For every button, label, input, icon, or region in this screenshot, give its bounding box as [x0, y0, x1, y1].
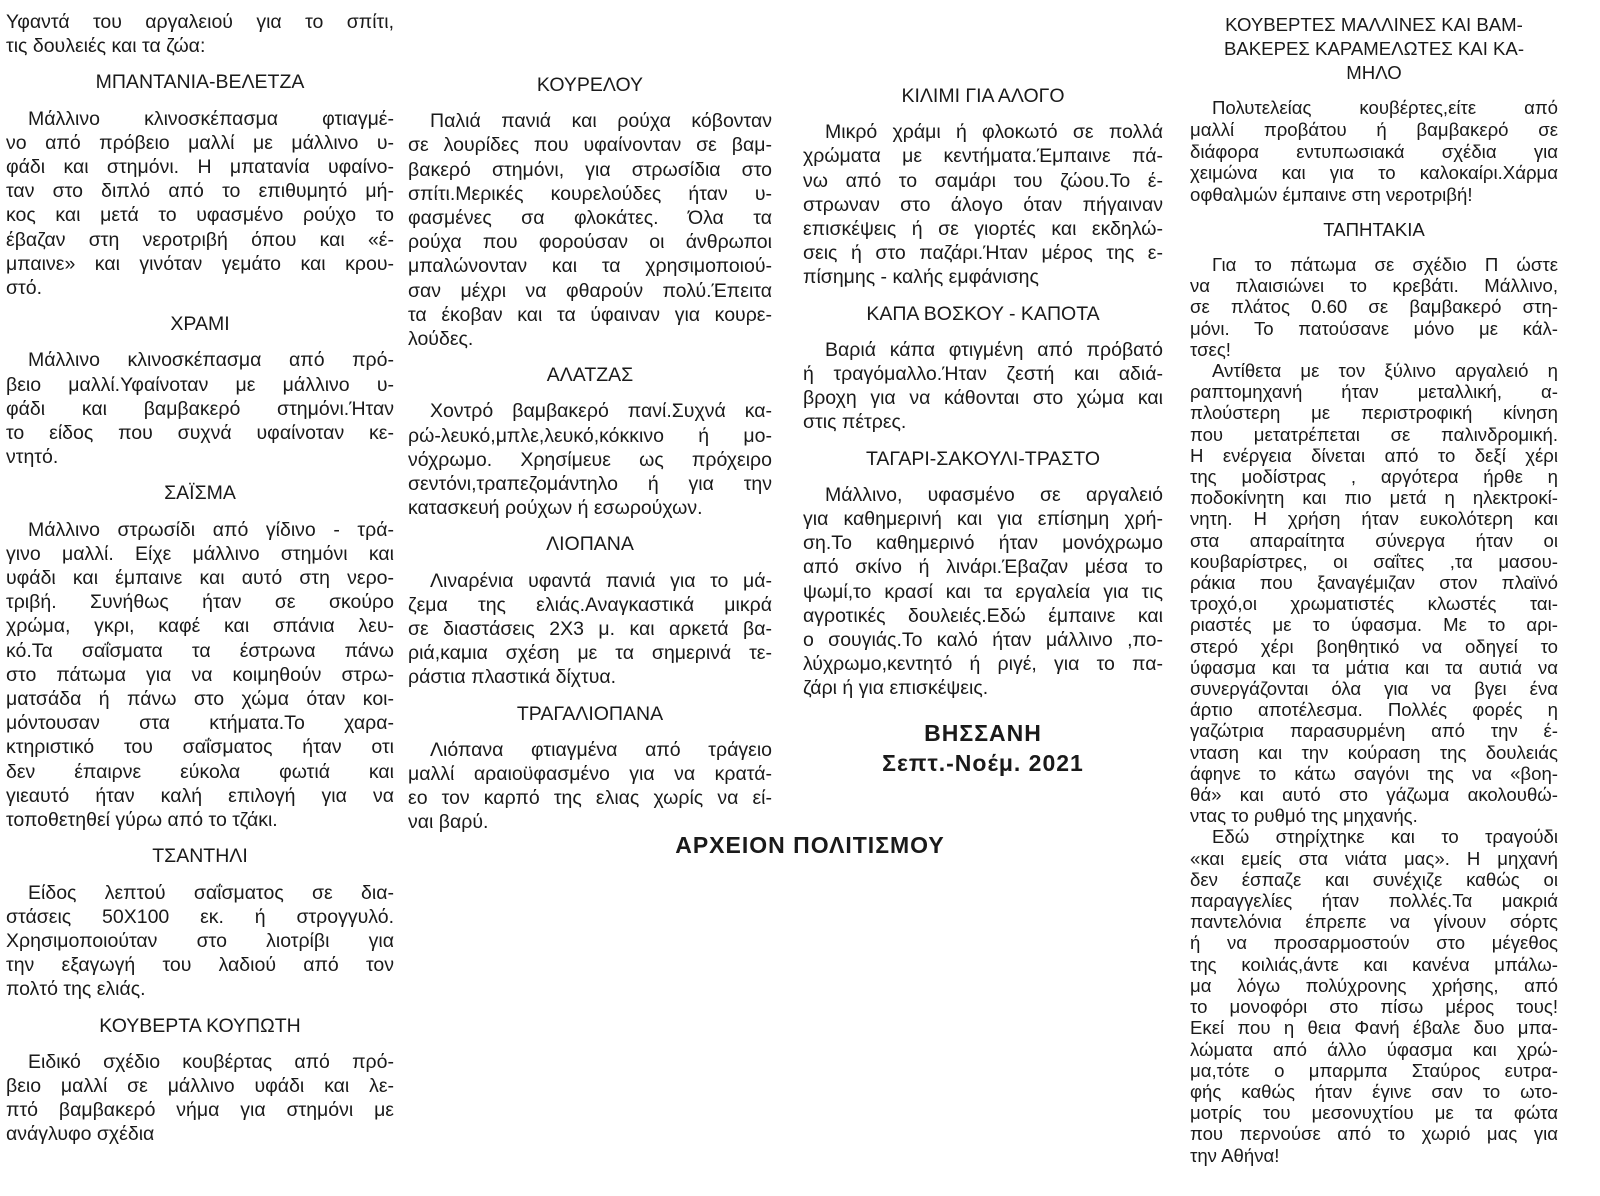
text-line: παντελόνια έπρεπε να γίνουν σόρτς	[1190, 911, 1558, 933]
text-line: στρωναν στο άλογο όταν πήγαιναν	[803, 193, 1163, 216]
paragraph	[6, 881, 394, 1002]
text-line: Παλιά πανιά και ρούχα κόβονταν	[430, 110, 772, 133]
text-line: στερό χέρι βοηθητικό να οδηγεί το	[1190, 635, 1558, 657]
text-line: ΤΣΑΝΤΗΛΙ	[152, 845, 248, 868]
text-line: άρτιο αποτέλεσμα. Πολλές φορές η	[1190, 699, 1558, 721]
section-heading	[408, 532, 772, 556]
section-heading	[408, 702, 772, 726]
text-line: ή τραγόμαλλο.Ήταν ζεστή και αδιά-	[803, 363, 1163, 386]
text-line: ναι βαρύ.	[408, 811, 489, 834]
text-line: τις δουλειές και τα ζώα:	[6, 35, 206, 58]
text-line: την εξαγωγή του λαδιού από τον	[6, 954, 394, 977]
text-line: λούδες.	[408, 328, 474, 351]
paragraph	[6, 518, 394, 833]
text-line: πολτό της ελιάς.	[6, 978, 146, 1001]
text-line: φασμένες σα φλοκάτες. Όλα τα	[408, 207, 772, 230]
text-line: τσες!	[1190, 338, 1231, 360]
text-line: Λιόπανα φτιαγμένα από τράγειο	[430, 738, 772, 761]
text-line: Λιναρένια υφαντά πανιά για το μά-	[430, 569, 772, 592]
text-line: από σκίνο ή λινάρι.Έβαζαν μέσα το	[803, 556, 1163, 579]
text-line: Χρησιμοποιούταν στο λιοτρίβι για	[6, 929, 394, 952]
column-1	[6, 10, 394, 1147]
text-line: ρούχα που φορούσαν οι άνθρωποι	[408, 231, 772, 254]
text-line: ρώ-λευκό,μπλε,λευκό,κόκκινο ή μο-	[408, 424, 772, 447]
text-line: Βαριά κάπα φτιγμένη από πρόβατό	[825, 338, 1163, 361]
text-line: τροχό,οι χρωματιστές κλωστές ται-	[1190, 593, 1558, 615]
text-line: φάδι και βαμβακερό στημόνι.Ήταν	[6, 397, 394, 420]
paragraph	[803, 338, 1163, 435]
paragraph	[803, 120, 1163, 289]
text-line: την Αθήνα!	[1190, 1144, 1280, 1166]
paragraph	[408, 738, 772, 835]
signature-place: ΒΗΣΣΑΝΗ	[924, 720, 1042, 746]
text-line: ΚΟΥΡΕΛΟΥ	[536, 74, 644, 96]
text-line: Υφαντά του αργαλειού για το σπίτι,	[6, 11, 394, 33]
text-line: φάδι και στημόνι. Η μπατανία υφαίνο-	[6, 156, 394, 179]
text-line: ΛΙΟΠΑΝΑ	[546, 533, 634, 556]
section-heading	[1190, 218, 1558, 242]
text-line: Μικρό χράμι ή φλοκωτό σε πολλά	[825, 121, 1163, 144]
text-line: στό.	[6, 277, 43, 300]
section-heading	[803, 84, 1163, 108]
text-line: Μάλλινο στρωσίδι από γίδινο - τρά-	[28, 518, 394, 541]
text-line: Εδώ στηρίχτηκε και το τραγούδι	[1212, 826, 1558, 848]
text-line: υφάδι και έμπαινε και αυτό στη νερο-	[6, 567, 394, 590]
text-line: ζάρι ή για επισκέψεις.	[803, 677, 989, 700]
text-line: Μάλλινο κλινοσκέπασμα από πρό-	[28, 349, 394, 372]
text-line: μπαινε» και γινόταν γεμάτο και κρου-	[6, 252, 394, 275]
section-heading	[408, 73, 772, 97]
section-heading	[1190, 13, 1558, 85]
text-line: πλούστερη με περιστροφική κίνηση	[1190, 402, 1558, 424]
text-line: φής καθώς ήταν έγινε σαν το ωτο-	[1190, 1080, 1558, 1102]
text-line: ριαστές με το ύφασμα. Με το αρι-	[1190, 614, 1558, 636]
text-line: χρώματα με κεντήματα.Έμπαινε πά-	[803, 145, 1163, 168]
text-line: Η ενέργεια δίνεται από το δεξί χέρι	[1190, 444, 1558, 466]
paragraph	[6, 107, 394, 301]
text-line: γαζώτρια παρασυρμένη από την έ-	[1190, 720, 1558, 742]
text-line: σπίτι.Μερικές κουρελούδες ήταν υ-	[408, 182, 772, 205]
text-line: ΤΡΑΓΑΛΙΟΠΑΝΑ	[516, 702, 664, 725]
text-line: δεν έπαιρνε εύκολα φωτιά και	[6, 760, 394, 783]
text-line: ανάγλυφο σχέδια	[6, 1123, 155, 1146]
text-line: πτό βαμβακερό νήμα για στημόνι με	[6, 1099, 394, 1122]
paragraph	[6, 348, 394, 469]
text-line: συνεργάζονται όλα για να βγει ένα	[1190, 678, 1558, 700]
section-heading	[408, 363, 772, 387]
text-line: ο σουγιάς.Το καλό ήταν μάλλινο ,πο-	[803, 629, 1163, 652]
text-line: οφθαλμών έμπαινε στη νεροτριβή!	[1190, 184, 1473, 206]
text-line: ΤΑΠΗΤΑΚΙΑ	[1323, 218, 1425, 240]
text-line: Εκεί που η θεια Φανή έβαλε δυο μπα-	[1190, 1017, 1558, 1039]
text-line: μα,τότε ο μπαρμπα Σταύρος ευτρα-	[1190, 1059, 1558, 1081]
text-line: κατασκευή ρούχων ή εσωρούχων.	[408, 497, 703, 520]
text-line: Ειδικό σχέδιο κουβέρτας από πρό-	[28, 1050, 394, 1073]
paragraph	[408, 399, 772, 520]
text-line: ΚΟΥΒΕΡΤΑ ΚΟΥΠΩΤΗ	[99, 1014, 301, 1037]
text-line: στο πάτωμα για να κοιμηθούν στρω-	[6, 663, 394, 686]
text-line: ντας το ρυθμό της μηχανής.	[1190, 805, 1418, 827]
archive-title: ΑΡΧΕΙΟΝ ΠΟΛΙΤΙΣΜΟΥ	[675, 832, 945, 858]
paragraph	[408, 569, 772, 690]
text-line: διάφορα εντυπωσιακά σχέδια για	[1190, 140, 1558, 162]
section-heading	[6, 70, 394, 94]
text-line: Πολυτελείας κουβέρτες,είτε από	[1212, 97, 1558, 118]
text-line: νταση και την κούραση της δουλειάς	[1190, 741, 1558, 763]
text-line: ΚΙΛΙΜΙ ΓΙΑ ΑΛΟΓΟ	[901, 85, 1065, 107]
text-line: ντητό.	[6, 446, 59, 469]
paragraph	[1190, 97, 1558, 206]
text-line: χρώμα, γκρι, καφέ και σπάνια λευ-	[6, 615, 394, 638]
column-4	[1190, 13, 1558, 1166]
text-line: νω από το σαμάρι του ζώου.Το έ-	[803, 169, 1163, 192]
text-line: τα έκοβαν και τα ύφαιναν για κουρε-	[408, 303, 772, 326]
section-heading	[803, 447, 1163, 471]
text-line: κουβαρίστρες, οι σαΐτες ,τα μασου-	[1190, 550, 1558, 572]
text-line: ράκια που ξαναγέμιζαν στον πλαϊνό	[1190, 572, 1558, 594]
paragraph	[1190, 254, 1558, 360]
paragraph	[1190, 360, 1558, 826]
text-line: μα λόγω πολύχρονης χρήσης, από	[1190, 974, 1558, 996]
intro-text	[6, 10, 394, 58]
text-line: τριβή. Συνήθως ήταν σε σκούρο	[6, 591, 394, 614]
text-line: βροχη για να κάθονται στο χώμα και	[803, 387, 1163, 410]
text-line: να πλαισιώνει το κρεβάτι. Μάλλινο,	[1190, 275, 1558, 297]
text-line: Χοντρό βαμβακερό πανί.Συχνά κα-	[430, 400, 772, 423]
text-line: ΤΑΓΑΡΙ-ΣΑΚΟΥΛΙ-ΤΡΑΣΤΟ	[865, 447, 1101, 470]
text-line: ΧΡΑΜΙ	[170, 313, 230, 336]
text-line: νόχρωμο. Χρησίμευε ως πρόχειρο	[408, 448, 772, 471]
text-line: γιεαυτό ήταν καλή επιλογή για να	[6, 784, 394, 807]
signature	[803, 718, 1163, 778]
text-line: της κοιλιάς,άντε και κανένα μπάλω-	[1190, 953, 1558, 975]
text-line: βειο μαλλί.Υφαίνοταν με μάλλινο υ-	[6, 373, 394, 396]
text-line: μπαλώνονταν και τα χρησιμοποιού-	[408, 255, 772, 278]
text-line: ΚΑΠΑ ΒΟΣΚΟΥ - ΚΑΠΟΤΑ	[866, 302, 1100, 325]
text-line: κό.Τα σαΐσματα τα έστρωνα πάνω	[6, 639, 394, 662]
text-line: σεις ή στο παζάρι.Ήταν μέρος της ε-	[803, 242, 1163, 265]
text-line: άφηνε το κάτω σαγόνι της να «βοη-	[1190, 762, 1558, 784]
section-heading	[6, 844, 394, 868]
text-line: ΜΗΛΟ	[1346, 62, 1402, 83]
text-line: ψωμί,το κρασί και τα εργαλεία για τις	[803, 580, 1163, 603]
text-line: στα απαραίτητα σύνεργα ήταν οι	[1190, 529, 1558, 551]
section-heading	[6, 481, 394, 505]
text-line: «και εμείς στα νιάτα μας». Η μηχανή	[1190, 847, 1558, 869]
text-line: βακερό στημόνι, για στρωσίδια στο	[408, 158, 772, 181]
text-line: το είδος που συχνά υφαίνοταν κε-	[6, 422, 394, 445]
text-line: επισκέψεις ή σε γιορτές και εκδηλώ-	[803, 218, 1163, 241]
section-heading	[6, 312, 394, 336]
text-line: παραγγελίες ήταν πολλές.Τα μακριά	[1190, 890, 1558, 912]
text-line: αγροτικές δουλειές.Εδώ έμπαινε και	[803, 604, 1163, 627]
paragraph	[803, 483, 1163, 701]
section-heading	[6, 1014, 394, 1038]
text-line: Για το πάτωμα σε σχέδιο Π ώστε	[1212, 253, 1558, 275]
text-line: ή να προσαρμοστούν στο μέγεθος	[1190, 932, 1558, 954]
text-line: ΒΑΚΕΡΕΣ ΚΑΡΑΜΕΛΩΤΕΣ ΚΑΙ ΚΑ-	[1223, 38, 1525, 59]
section-heading	[803, 302, 1163, 326]
column-3	[803, 72, 1163, 701]
text-line: Μάλλινο κλινοσκέπασμα φτιαγμέ-	[28, 107, 394, 130]
text-line: μαλλί προβάτου ή βαμβακερό σε	[1190, 118, 1558, 140]
text-line: ράστια πλαστικά δίχτυα.	[408, 666, 617, 689]
text-line: το μονοφόρι στο πίσω μέρος τους!	[1190, 996, 1558, 1018]
text-line: εο τον καρπό της ελιας χωρίς να εί-	[408, 787, 772, 810]
paragraph	[1190, 826, 1558, 1165]
text-line: Είδος λεπτού σαΐσματος σε δια-	[28, 881, 394, 904]
text-line: τοποθετηθεί γύρω από το τζάκι.	[6, 809, 278, 832]
text-line: ραπτομηχανή ήταν μεταλλική, α-	[1190, 381, 1558, 403]
text-line: Αντίθετα με τον ξύλινο αργαλειό η	[1212, 360, 1558, 381]
text-line: σε πλάτος 0.60 σε βαμβακερό στη-	[1190, 296, 1558, 318]
text-line: μαλλί αραιοϋφασμένο για να κρατά-	[408, 763, 772, 786]
text-line: ΚΟΥΒΕΡΤΕΣ ΜΑΛΛΙΝΕΣ ΚΑΙ ΒΑΜ-	[1225, 14, 1523, 35]
text-line: στάσεις 50Χ100 εκ. ή στρογγυλό.	[6, 905, 394, 928]
text-line: σεντόνι,τραπεζομάντηλο ή για την	[408, 473, 772, 496]
text-line: ζεμα της ελιάς.Αναγκαστικά μικρά	[408, 593, 772, 616]
paragraph	[6, 1050, 394, 1147]
text-line: γινο μαλλί. Είχε μάλλινο στημόνι και	[6, 542, 394, 565]
text-line: δεν έσπαζε και συνέχιζε καθώς οι	[1190, 868, 1558, 890]
text-line: σε διαστάσεις 2Χ3 μ. και αρκετά βα-	[408, 618, 772, 641]
text-line: πίσημης - καλής εμφάνισης	[803, 266, 1039, 289]
text-line: θά» και αυτό στο γάζωμα ακολουθώ-	[1190, 784, 1558, 806]
text-line: σε λουρίδες που υφαίνονταν σε βαμ-	[408, 134, 772, 157]
text-line: που μετατρέπεται σε παλινδρομική.	[1190, 423, 1558, 445]
text-line: μόντουσαν στα κτήματα.Το χαρα-	[6, 712, 394, 735]
text-line: σαν μέχρι να φθαρούν πολύ.Έπειτα	[408, 279, 772, 302]
text-line: βειο μαλλί σε μάλλινο υφάδι και λε-	[6, 1074, 394, 1097]
text-line: μόνι. Το πατούσανε μόνο με κάλ-	[1190, 317, 1558, 339]
text-line: ύφασμα και τα μάτια και τα αυτιά να	[1190, 656, 1558, 678]
paragraph	[408, 109, 772, 351]
text-line: για καθημερινή και για επίσημη χρή-	[803, 508, 1163, 531]
text-line: μοτρίς του μεσονυχτίου με τα φώτα	[1190, 1102, 1558, 1124]
text-line: που περνούσε από το χωριό μας για	[1190, 1123, 1558, 1145]
text-line: ΜΠΑΝΤΑΝΙΑ-ΒΕΛΕΤΖΑ	[95, 71, 305, 94]
text-line: κος και μετά το υφασμένο ρούχο το	[6, 204, 394, 227]
text-line: ποδοκίνητη και πιο μετά η ηλεκτροκί-	[1190, 487, 1558, 509]
text-line: ταν στο διπλό από το επιθυμητό μή-	[6, 180, 394, 203]
signature-date: Σεπτ.-Νοέμ. 2021	[882, 750, 1084, 776]
text-line: ση.Το καθημερινό ήταν μονόχρωμο	[803, 532, 1163, 555]
text-line: ΑΛΑΤΖΑΣ	[546, 364, 634, 387]
text-line: Μάλλινο, υφασμένο σε αργαλειό	[825, 483, 1163, 506]
text-line: έβαζαν στη νεροτριβή όπου και «έ-	[6, 228, 394, 251]
text-line: ριά,καμια σχέση με τα σημερινά τε-	[408, 642, 772, 665]
text-line: νο από πρόβειο μαλλί με μάλλινο υ-	[6, 131, 394, 154]
text-line: νητη. Η χρήση ήταν ευκολότερη και	[1190, 508, 1558, 530]
text-line: της μοδίστρας , αργότερα ήρθε η	[1190, 466, 1558, 488]
text-line: κτηριστικό του σαΐσματος ήταν οτι	[6, 736, 394, 759]
text-line: στις πέτρες.	[803, 411, 907, 434]
text-line: λύχρωμο,κεντητό ή ριγέ, για το πα-	[803, 653, 1163, 676]
text-line: λώματα από άλλο ύφασμα και χρώ-	[1190, 1038, 1558, 1060]
text-line: ματσάδα ή πάνω στο χώμα όταν κοι-	[6, 688, 394, 711]
text-line: χειμώνα και για το καλοκαίρι.Χάρμα	[1190, 162, 1558, 184]
text-line: ΣΑΪΣΜΑ	[164, 482, 236, 505]
column-2	[408, 61, 772, 835]
